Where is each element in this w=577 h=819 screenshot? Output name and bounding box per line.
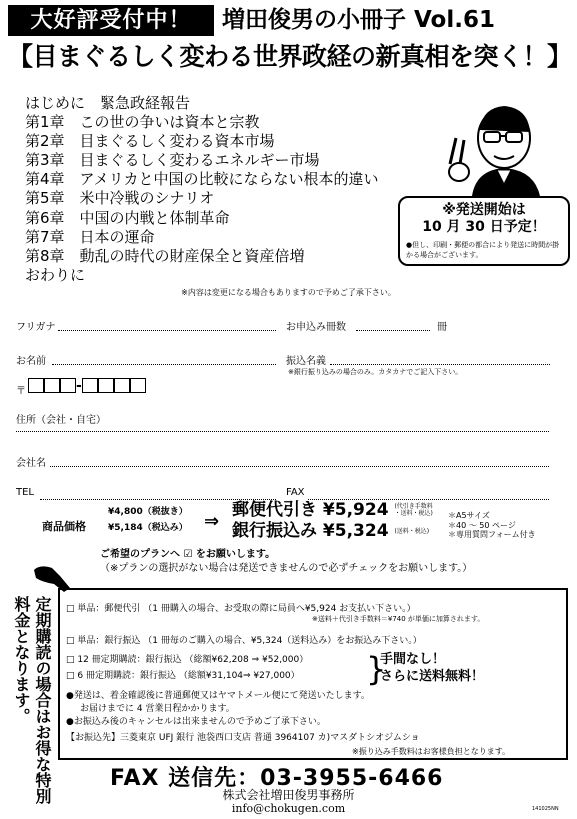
address-label: 住所（会社・自宅）: [16, 415, 106, 426]
price-tax-included: ¥5,184（税込み）: [108, 523, 188, 533]
notice-heading-date: 10 月 30 日予定！: [422, 219, 546, 235]
toc-item: 第7章 日本の運命: [25, 227, 155, 246]
transfer-name-label: 振込名義: [286, 356, 326, 367]
option-single-cod[interactable]: □ 単品：郵便代引 （1 冊購入の場合、お受取の際に局員へ¥5,924 お支払い下さい。）: [66, 604, 416, 614]
price-arrow: ⇒: [204, 511, 220, 532]
company-label: 会社名: [16, 458, 46, 469]
option-cod-note: ※送料＋代引き手数料＝¥740 が単価に加算されます。: [312, 615, 485, 623]
quantity-unit: 冊: [437, 322, 447, 333]
options-bracket: }: [366, 650, 387, 688]
bank-account-info: 【お振込先】三菱東京 UFJ 銀行 池袋西口支店 普通 3964107 カ)マスダトシオジムショ: [66, 733, 420, 743]
spec-form: ＊専用質問フォーム付き: [448, 530, 536, 539]
free-shipping-callout: [380, 651, 484, 685]
name-label: お名前: [16, 356, 46, 367]
price-list: [108, 504, 188, 536]
cancel-policy: ●お振込み後のキャンセルは出来ませんので予めご了承下さい。: [66, 717, 326, 727]
name-field[interactable]: [52, 363, 276, 365]
notice-heading-line: ※発送開始は: [442, 202, 526, 218]
transfer-name-field[interactable]: [330, 363, 550, 365]
header-badge: 大好評受付中！: [8, 5, 214, 36]
toc-item: 第4章 アメリカと中国の比較にならない根本的違い: [25, 170, 379, 189]
content-change-note: ※内容は変更になる場合もありますので予めご了承下さい。: [181, 288, 396, 297]
plan-instruction-line: ご希望のプランへ ☑ をお願いします。: [100, 549, 276, 560]
free-callout-line: さらに送料無料！: [380, 669, 485, 684]
transfer-fee-note: ※振り込み手数料はお客様負担となります。: [352, 747, 511, 756]
cod-price-note: (代引き手数料 ・送料・税込): [394, 503, 433, 517]
company-name: 株式会社増田俊男事務所: [222, 788, 355, 802]
toc-item: 第2章 目まぐるしく変わる資本市場: [25, 132, 275, 151]
option-single-bank[interactable]: □ 単品：銀行振込 （1 冊毎のご購入の場合、¥5,324（送料込み）をお振込み下さい。）: [66, 636, 422, 646]
booklet-title: 増田俊男の小冊子 Vol.61: [222, 7, 495, 33]
postal-mark: 〒: [16, 386, 26, 397]
author-caricature-illustration: [442, 98, 560, 196]
table-of-contents: [25, 94, 379, 285]
cod-price: 郵便代引き ¥5,924: [232, 500, 389, 520]
toc-item: おわりに: [25, 265, 86, 284]
option-6-subscription[interactable]: □ 6 冊定期購読：銀行振込 （総額¥31,104⇒ ¥27,000）: [66, 671, 300, 681]
spec-pages: ＊40 〜 50 ページ: [448, 520, 516, 530]
quantity-field[interactable]: [356, 329, 430, 331]
toc-item: はじめに 緊急政経報告: [25, 94, 191, 112]
toc-item: 第5章 米中冷戦のシナリオ: [25, 189, 215, 208]
bank-price-note: (送料・税込): [394, 527, 430, 535]
payment-options: [232, 500, 433, 542]
free-callout-line: 手間なし！: [380, 652, 446, 667]
tel-label: TEL: [16, 487, 34, 498]
shipping-info: ●発送は、着金確認後に普通郵便又はヤマトメール便にて発送いたします。: [66, 691, 370, 701]
booklet-specs: [448, 511, 536, 540]
toc-item: 第6章 中国の内戦と体制革命: [25, 208, 230, 227]
shipping-notice-heading: [400, 202, 568, 236]
company-field[interactable]: [50, 465, 549, 467]
fax-number: FAX 送信先：03-3955-6466: [110, 766, 444, 791]
contact-email[interactable]: info@chokugen.com: [231, 802, 346, 815]
furigana-label: フリガナ: [16, 322, 56, 333]
document-code: 141025NN: [532, 806, 559, 812]
fax-label: FAX: [286, 487, 305, 498]
toc-item: 第3章 目まぐるしく変わるエネルギー市場: [25, 151, 320, 170]
quantity-label: お申込み冊数: [286, 322, 346, 333]
transfer-name-note: ※銀行振り込みの場合のみ。カタカナでご記入下さい。: [288, 368, 463, 376]
price-label: 商品価格: [42, 520, 86, 533]
price-tax-excluded: ¥4,800（税抜き）: [108, 507, 188, 517]
shipping-notice-detail: ●但し、印刷・郵便の都合により発送に時間が掛かる場合がございます。: [406, 241, 560, 259]
bank-price: 銀行振込み ¥5,324: [232, 521, 389, 541]
address-field[interactable]: [16, 430, 549, 432]
spec-size: ＊A5サイズ: [448, 511, 490, 520]
plan-warning-line: （※プランの選択がない場合は発送できませんので必ずチェックをお願いします。）: [100, 563, 473, 574]
toc-item: 第8章 動乱の時代の財産保全と資産倍増: [25, 246, 305, 265]
postal-code-field[interactable]: -: [28, 378, 146, 397]
toc-item: 第1章 この世の争いは資本と宗教: [25, 113, 260, 132]
shipping-notice-box: [398, 196, 570, 266]
shipping-days: お届けまでに 4 営業日程かかります。: [80, 704, 235, 714]
booklet-subtitle: 【目まぐるしく変わる世界政経の新真相を突く！】: [8, 42, 572, 71]
subscription-promo-vertical: 定期購読の場合はお得な特別料金となります。: [12, 596, 52, 804]
furigana-field[interactable]: [58, 329, 276, 331]
plan-instructions: [100, 548, 472, 576]
option-12-subscription[interactable]: □ 12 冊定期購読：銀行振込 （総額¥62,208 ⇒ ¥52,000）: [66, 655, 309, 665]
